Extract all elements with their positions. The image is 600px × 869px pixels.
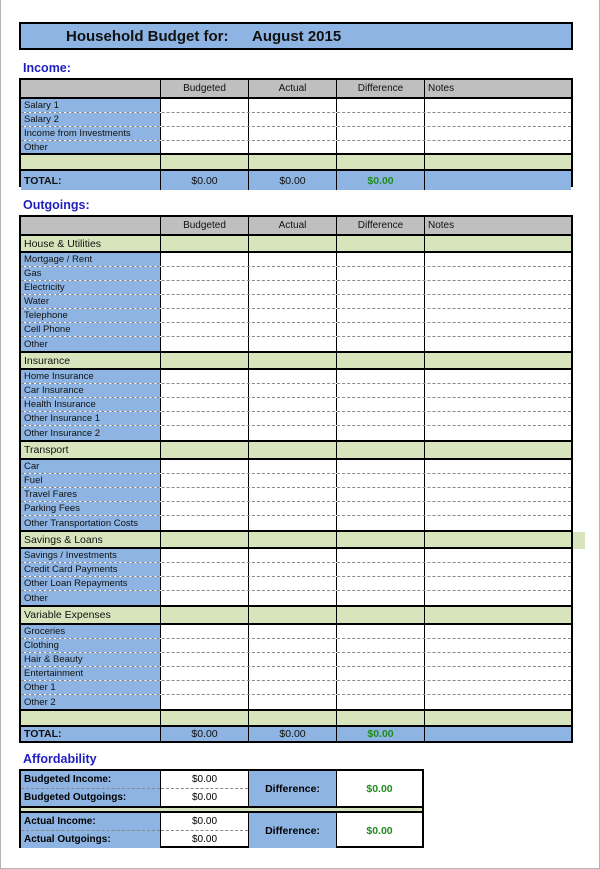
group-cell bbox=[424, 442, 571, 458]
table-row bbox=[21, 323, 571, 337]
table-row bbox=[21, 474, 571, 488]
actual-income-label: Actual Income: bbox=[21, 813, 160, 831]
table-row bbox=[21, 99, 571, 113]
input-cell[interactable] bbox=[248, 309, 336, 322]
row-label: Clothing bbox=[21, 639, 160, 652]
row-label: Savings / Investments bbox=[21, 549, 160, 562]
row-label: Other bbox=[21, 141, 160, 153]
input-cell[interactable] bbox=[424, 384, 571, 397]
input-cell[interactable] bbox=[248, 563, 336, 576]
row-label: Salary 1 bbox=[21, 99, 160, 112]
input-cell[interactable] bbox=[160, 591, 248, 605]
row-label: Electricity bbox=[21, 281, 160, 294]
total-row bbox=[21, 727, 571, 741]
table-row bbox=[21, 625, 571, 639]
group-cell bbox=[336, 236, 424, 251]
table-row bbox=[21, 337, 571, 353]
outgoings-section-label: Outgoings: bbox=[23, 198, 90, 212]
input-cell[interactable] bbox=[248, 460, 336, 473]
input-cell[interactable] bbox=[248, 412, 336, 425]
input-cell[interactable] bbox=[248, 384, 336, 397]
column-header-difference: Difference bbox=[336, 80, 424, 97]
group-cell bbox=[336, 353, 424, 368]
input-cell[interactable] bbox=[160, 253, 248, 266]
income-section-label: Income: bbox=[23, 61, 71, 75]
input-cell[interactable] bbox=[248, 591, 336, 605]
budgeted-difference-value[interactable]: $0.00 bbox=[336, 771, 422, 806]
input-cell[interactable] bbox=[424, 681, 571, 694]
group-cell bbox=[248, 607, 336, 623]
group-header-row bbox=[21, 532, 571, 549]
group-cell bbox=[336, 532, 424, 547]
input-cell[interactable] bbox=[160, 99, 248, 112]
row-label: Entertainment bbox=[21, 667, 160, 680]
input-cell[interactable] bbox=[424, 253, 571, 266]
input-cell[interactable] bbox=[160, 653, 248, 666]
row-label: Groceries bbox=[21, 625, 160, 638]
input-cell[interactable] bbox=[424, 426, 571, 440]
table-row bbox=[21, 384, 571, 398]
spacer-cell bbox=[336, 711, 424, 725]
input-cell[interactable] bbox=[424, 639, 571, 652]
group-header-row bbox=[21, 353, 571, 370]
group-cell bbox=[424, 236, 571, 251]
input-cell[interactable] bbox=[424, 370, 571, 383]
input-cell[interactable] bbox=[248, 474, 336, 487]
input-cell[interactable] bbox=[248, 323, 336, 336]
actual-outgoings-label: Actual Outgoings: bbox=[24, 834, 111, 845]
input-cell[interactable] bbox=[248, 281, 336, 294]
total-budgeted: $0.00 bbox=[160, 171, 248, 190]
input-cell[interactable] bbox=[336, 384, 424, 397]
input-cell[interactable] bbox=[336, 460, 424, 473]
input-cell[interactable] bbox=[160, 295, 248, 308]
input-cell[interactable] bbox=[160, 267, 248, 280]
input-cell[interactable] bbox=[248, 488, 336, 501]
group-cell bbox=[336, 607, 424, 623]
group-label: Savings & Loans bbox=[24, 533, 103, 546]
input-cell[interactable] bbox=[248, 577, 336, 590]
income-table bbox=[19, 78, 573, 187]
input-cell[interactable] bbox=[160, 460, 248, 473]
affordability-section-label: Affordability bbox=[23, 752, 97, 766]
row-label: Mortgage / Rent bbox=[21, 253, 160, 266]
table-row bbox=[21, 460, 571, 474]
row-label: Parking Fees bbox=[21, 502, 160, 515]
table-row bbox=[21, 667, 571, 681]
input-cell[interactable] bbox=[336, 323, 424, 336]
group-label: Insurance bbox=[24, 354, 71, 367]
input-cell[interactable] bbox=[248, 337, 336, 351]
spacer-cell bbox=[248, 155, 336, 169]
row-label: Other Loan Repayments bbox=[21, 577, 160, 590]
input-cell[interactable] bbox=[336, 577, 424, 590]
input-cell[interactable] bbox=[424, 695, 571, 709]
input-cell[interactable] bbox=[336, 667, 424, 680]
total-label: TOTAL: bbox=[24, 728, 62, 740]
group-cell bbox=[160, 236, 248, 251]
total-difference: $0.00 bbox=[336, 727, 424, 741]
spacer-cell bbox=[424, 155, 571, 169]
group-cell bbox=[424, 607, 571, 623]
input-cell[interactable] bbox=[160, 384, 248, 397]
input-cell[interactable] bbox=[336, 563, 424, 576]
group-cell bbox=[160, 607, 248, 623]
group-cell bbox=[424, 532, 571, 547]
group-label: Transport bbox=[24, 444, 69, 456]
table-row bbox=[21, 141, 571, 155]
input-cell[interactable] bbox=[160, 502, 248, 515]
affordability-separator bbox=[21, 806, 422, 813]
input-cell[interactable] bbox=[248, 99, 336, 112]
input-cell[interactable] bbox=[336, 141, 424, 153]
spacer-cell bbox=[336, 155, 424, 169]
input-cell[interactable] bbox=[424, 549, 571, 562]
group-label: House & Utilities bbox=[24, 237, 102, 250]
table-row bbox=[21, 370, 571, 384]
input-cell[interactable] bbox=[424, 141, 571, 153]
stray-cell-fill bbox=[573, 532, 585, 549]
input-cell[interactable] bbox=[424, 412, 571, 425]
input-cell[interactable] bbox=[424, 653, 571, 666]
input-cell[interactable] bbox=[248, 295, 336, 308]
row-label: Health Insurance bbox=[21, 398, 160, 411]
input-cell[interactable] bbox=[424, 460, 571, 473]
group-cell bbox=[248, 442, 336, 458]
row-label: Cell Phone bbox=[21, 323, 160, 336]
spacer-row bbox=[21, 711, 571, 727]
table-row bbox=[21, 412, 571, 426]
input-cell[interactable] bbox=[424, 295, 571, 308]
group-cell bbox=[160, 353, 248, 368]
input-cell[interactable] bbox=[336, 681, 424, 694]
row-label: Other Insurance 2 bbox=[21, 426, 160, 440]
input-cell[interactable] bbox=[424, 99, 571, 112]
group-cell bbox=[424, 353, 571, 368]
input-cell[interactable] bbox=[160, 488, 248, 501]
input-cell[interactable] bbox=[336, 281, 424, 294]
input-cell[interactable] bbox=[248, 127, 336, 140]
input-cell[interactable] bbox=[248, 625, 336, 638]
input-cell[interactable] bbox=[160, 398, 248, 411]
row-label: Other bbox=[21, 591, 160, 605]
input-cell[interactable] bbox=[248, 253, 336, 266]
table-row bbox=[21, 681, 571, 695]
total-notes bbox=[424, 171, 571, 190]
row-label: Home Insurance bbox=[21, 370, 160, 383]
row-label: Hair & Beauty bbox=[21, 653, 160, 666]
table-row bbox=[21, 281, 571, 295]
input-cell[interactable] bbox=[248, 667, 336, 680]
input-cell[interactable] bbox=[336, 516, 424, 530]
spacer-row bbox=[21, 155, 571, 171]
input-cell[interactable] bbox=[424, 113, 571, 126]
column-header-budgeted: Budgeted bbox=[160, 80, 248, 97]
title-month[interactable]: August 2015 bbox=[252, 28, 342, 45]
row-label: Salary 2 bbox=[21, 113, 160, 126]
input-cell[interactable] bbox=[424, 488, 571, 501]
input-cell[interactable] bbox=[336, 695, 424, 709]
row-label: Car Insurance bbox=[21, 384, 160, 397]
row-label: Telephone bbox=[21, 309, 160, 322]
column-header-blank bbox=[21, 217, 160, 234]
table-row bbox=[21, 426, 571, 442]
column-header-notes: Notes bbox=[424, 80, 571, 97]
group-cell bbox=[248, 236, 336, 251]
total-difference: $0.00 bbox=[336, 171, 424, 190]
table-row bbox=[21, 488, 571, 502]
input-cell[interactable] bbox=[336, 412, 424, 425]
row-label: Other 2 bbox=[21, 695, 160, 709]
input-cell[interactable] bbox=[424, 563, 571, 576]
table-row bbox=[21, 591, 571, 607]
table-row bbox=[21, 295, 571, 309]
table-row bbox=[21, 309, 571, 323]
input-cell[interactable] bbox=[424, 625, 571, 638]
input-cell[interactable] bbox=[160, 370, 248, 383]
budgeted-difference-label: Difference: bbox=[248, 771, 336, 806]
budgeted-income-value[interactable]: $0.00 bbox=[161, 771, 248, 789]
input-cell[interactable] bbox=[336, 127, 424, 140]
budgeted-outgoings-label: Budgeted Outgoings: bbox=[24, 792, 127, 803]
input-cell[interactable] bbox=[248, 695, 336, 709]
table-row bbox=[21, 502, 571, 516]
input-cell[interactable] bbox=[248, 681, 336, 694]
group-cell bbox=[248, 353, 336, 368]
input-cell[interactable] bbox=[336, 474, 424, 487]
column-header-actual: Actual bbox=[248, 80, 336, 97]
input-cell[interactable] bbox=[160, 549, 248, 562]
table-row bbox=[21, 267, 571, 281]
table-row bbox=[21, 127, 571, 141]
group-label: Variable Expenses bbox=[24, 609, 111, 621]
group-cell bbox=[160, 442, 248, 458]
input-cell[interactable] bbox=[336, 488, 424, 501]
table-row bbox=[21, 695, 571, 711]
input-cell[interactable] bbox=[160, 337, 248, 351]
input-cell[interactable] bbox=[424, 398, 571, 411]
column-header-budgeted: Budgeted bbox=[160, 217, 248, 234]
input-cell[interactable] bbox=[336, 267, 424, 280]
input-cell[interactable] bbox=[424, 323, 571, 336]
table-row bbox=[21, 563, 571, 577]
actual-income-value[interactable]: $0.00 bbox=[161, 813, 248, 831]
spacer-cell bbox=[21, 155, 160, 169]
input-cell[interactable] bbox=[336, 99, 424, 112]
input-cell[interactable] bbox=[160, 625, 248, 638]
input-cell[interactable] bbox=[160, 412, 248, 425]
input-cell[interactable] bbox=[160, 281, 248, 294]
input-cell[interactable] bbox=[424, 502, 571, 515]
row-label: Car bbox=[21, 460, 160, 473]
input-cell[interactable] bbox=[248, 549, 336, 562]
input-cell[interactable] bbox=[424, 309, 571, 322]
input-cell[interactable] bbox=[160, 577, 248, 590]
column-header-notes: Notes bbox=[424, 217, 571, 234]
input-cell[interactable] bbox=[160, 127, 248, 140]
spacer-cell bbox=[424, 711, 571, 725]
column-header-blank bbox=[21, 80, 160, 97]
input-cell[interactable] bbox=[160, 474, 248, 487]
input-cell[interactable] bbox=[336, 549, 424, 562]
input-cell[interactable] bbox=[160, 113, 248, 126]
input-cell[interactable] bbox=[424, 337, 571, 351]
group-cell bbox=[248, 532, 336, 547]
input-cell[interactable] bbox=[160, 309, 248, 322]
input-cell[interactable] bbox=[248, 426, 336, 440]
spacer-cell bbox=[21, 711, 160, 725]
table-row bbox=[21, 516, 571, 532]
input-cell[interactable] bbox=[160, 639, 248, 652]
input-cell[interactable] bbox=[424, 474, 571, 487]
input-cell[interactable] bbox=[160, 681, 248, 694]
group-cell bbox=[160, 532, 248, 547]
input-cell[interactable] bbox=[424, 577, 571, 590]
total-row bbox=[21, 171, 571, 190]
input-cell[interactable] bbox=[336, 309, 424, 322]
input-cell[interactable] bbox=[336, 639, 424, 652]
affordability-actual-block bbox=[21, 813, 422, 848]
group-header-row bbox=[21, 442, 571, 460]
table-row bbox=[21, 639, 571, 653]
total-actual: $0.00 bbox=[248, 727, 336, 741]
input-cell[interactable] bbox=[248, 113, 336, 126]
column-header-difference: Difference bbox=[336, 217, 424, 234]
input-cell[interactable] bbox=[336, 253, 424, 266]
spacer-cell bbox=[160, 711, 248, 725]
input-cell[interactable] bbox=[248, 141, 336, 153]
budgeted-income-label: Budgeted Income: bbox=[21, 771, 160, 789]
row-label: Other Insurance 1 bbox=[21, 412, 160, 425]
income-header-row bbox=[21, 80, 571, 99]
actual-difference-label: Difference: bbox=[248, 813, 336, 848]
input-cell[interactable] bbox=[336, 398, 424, 411]
row-label: Gas bbox=[21, 267, 160, 280]
input-cell[interactable] bbox=[336, 426, 424, 440]
input-cell[interactable] bbox=[160, 516, 248, 530]
total-label: TOTAL: bbox=[24, 174, 62, 187]
title-label: Household Budget for: bbox=[66, 28, 229, 45]
total-actual: $0.00 bbox=[248, 171, 336, 190]
row-label: Travel Fares bbox=[21, 488, 160, 501]
table-row bbox=[21, 253, 571, 267]
column-header-actual: Actual bbox=[248, 217, 336, 234]
title-bar bbox=[19, 22, 573, 50]
input-cell[interactable] bbox=[336, 502, 424, 515]
input-cell[interactable] bbox=[424, 127, 571, 140]
input-cell[interactable] bbox=[160, 563, 248, 576]
input-cell[interactable] bbox=[336, 337, 424, 351]
outgoings-table bbox=[19, 215, 573, 743]
input-cell[interactable] bbox=[336, 625, 424, 638]
input-cell[interactable] bbox=[248, 370, 336, 383]
row-label: Fuel bbox=[21, 474, 160, 487]
input-cell[interactable] bbox=[248, 653, 336, 666]
affordability-table bbox=[19, 769, 424, 848]
table-row bbox=[21, 398, 571, 412]
outgoings-header-row bbox=[21, 217, 571, 236]
input-cell[interactable] bbox=[160, 323, 248, 336]
input-cell[interactable] bbox=[336, 370, 424, 383]
table-row bbox=[21, 549, 571, 563]
input-cell[interactable] bbox=[160, 695, 248, 709]
table-row bbox=[21, 113, 571, 127]
row-label: Income from Investments bbox=[21, 127, 160, 140]
row-label: Water bbox=[21, 295, 160, 308]
input-cell[interactable] bbox=[336, 295, 424, 308]
input-cell[interactable] bbox=[160, 667, 248, 680]
input-cell[interactable] bbox=[424, 281, 571, 294]
budgeted-outgoings-value[interactable]: $0.00 bbox=[191, 792, 218, 803]
input-cell[interactable] bbox=[248, 639, 336, 652]
input-cell[interactable] bbox=[424, 516, 571, 530]
input-cell[interactable] bbox=[336, 113, 424, 126]
total-notes bbox=[424, 727, 571, 741]
affordability-budgeted-block bbox=[21, 771, 422, 806]
actual-difference-value[interactable]: $0.00 bbox=[336, 813, 422, 848]
input-cell[interactable] bbox=[248, 516, 336, 530]
spacer-cell bbox=[248, 711, 336, 725]
total-budgeted: $0.00 bbox=[160, 727, 248, 741]
spacer-cell bbox=[160, 155, 248, 169]
input-cell[interactable] bbox=[424, 267, 571, 280]
input-cell[interactable] bbox=[248, 267, 336, 280]
group-cell bbox=[336, 442, 424, 458]
group-header-row bbox=[21, 236, 571, 253]
input-cell[interactable] bbox=[248, 502, 336, 515]
row-label: Credit Card Payments bbox=[21, 563, 160, 576]
input-cell[interactable] bbox=[248, 398, 336, 411]
actual-outgoings-value[interactable]: $0.00 bbox=[191, 834, 218, 845]
input-cell[interactable] bbox=[424, 591, 571, 605]
input-cell[interactable] bbox=[424, 667, 571, 680]
table-row bbox=[21, 577, 571, 591]
group-header-row bbox=[21, 607, 571, 625]
table-row bbox=[21, 653, 571, 667]
input-cell[interactable] bbox=[160, 141, 248, 153]
input-cell[interactable] bbox=[336, 653, 424, 666]
input-cell[interactable] bbox=[160, 426, 248, 440]
input-cell[interactable] bbox=[336, 591, 424, 605]
row-label: Other 1 bbox=[21, 681, 160, 694]
row-label: Other Transportation Costs bbox=[21, 516, 160, 530]
row-label: Other bbox=[21, 337, 160, 351]
